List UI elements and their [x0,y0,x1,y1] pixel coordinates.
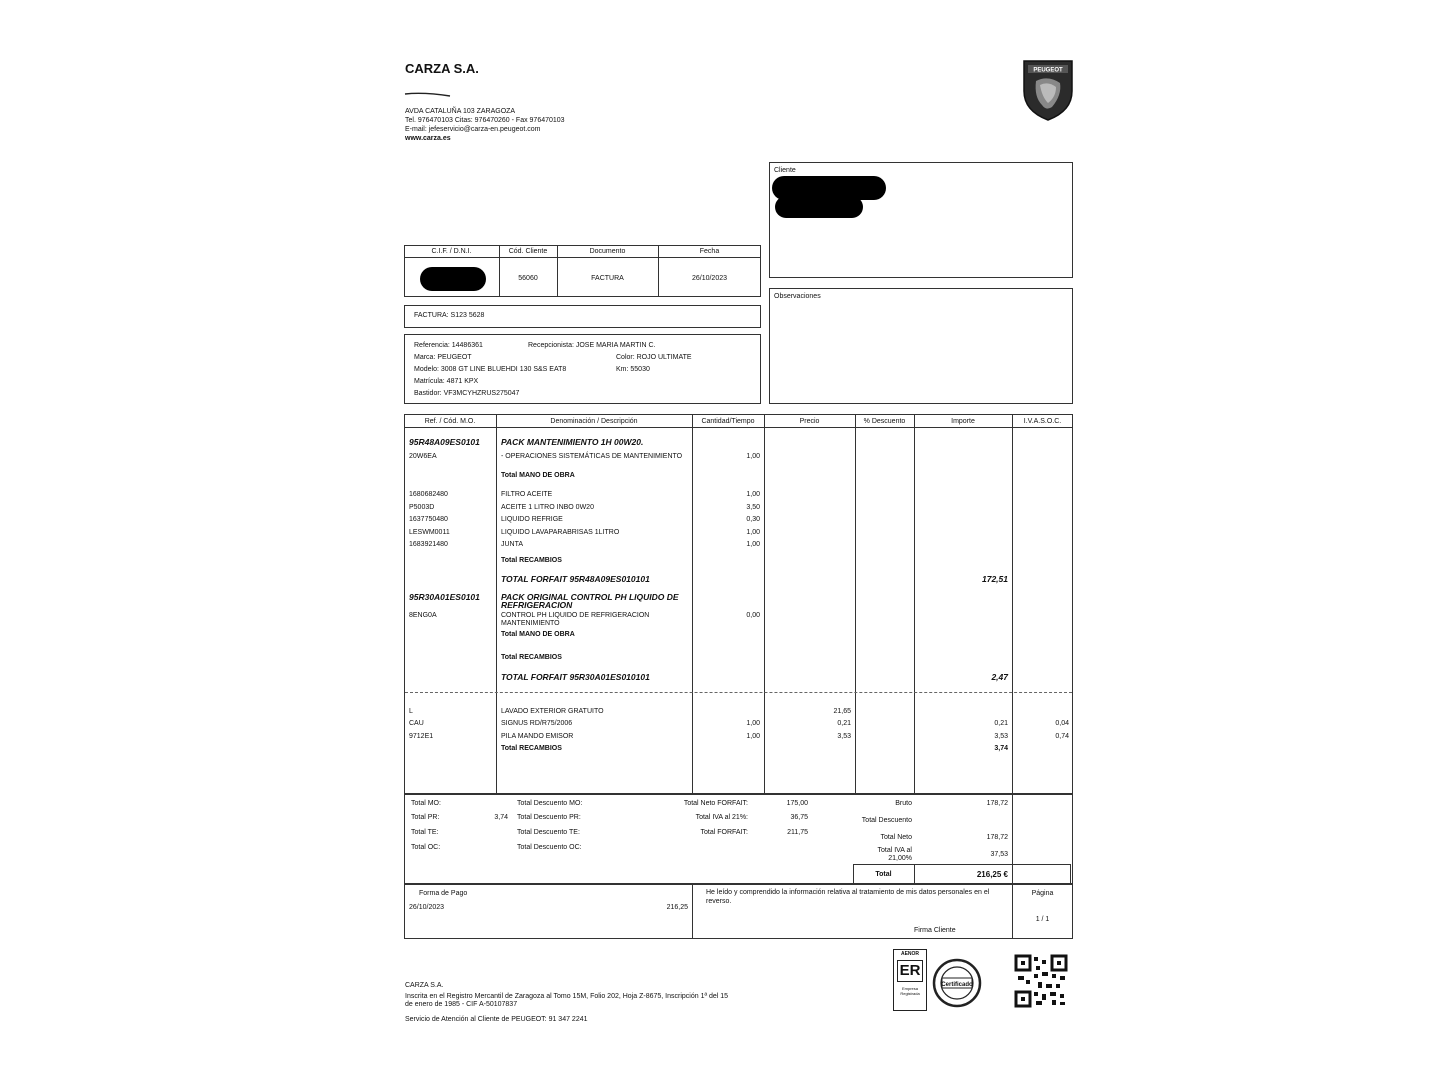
cell-desc: JUNTA [501,541,524,548]
invoice-number: FACTURA: S123 5628 [414,312,485,319]
cell-amount: 2,47 [991,672,1008,682]
company-email: E-mail: jefeservicio@carza-en.peugeot.com [405,126,541,133]
cell-iva: 0,74 [1055,733,1069,740]
client-label: Cliente [774,167,796,174]
cell-qty: 3,50 [746,504,760,511]
cell-ref: CAU [409,720,424,727]
cell-desc: - OPERACIONES SISTEMÁTICAS DE MANTENIMIENTO [501,453,683,460]
bruto-label: Bruto [895,800,912,807]
observations-label: Observaciones [774,293,821,300]
total-descuento-label: Total Descuento [861,817,912,824]
vehicle-plate: Matrícula: 4871 KPX [414,378,479,385]
cell-desc: ACEITE 1 LITRO INBO 0W20 [501,504,594,511]
customer-service: Servicio de Atención al Cliente de PEUGEOT: 91 347 2241 [405,1016,588,1023]
cell-amount: 3,53 [994,733,1008,740]
cell-desc: PACK MANTENIMIENTO 1H 00W20. [501,437,644,447]
cell-qty: 1,00 [746,453,760,460]
cell-desc: CONTROL PH LIQUIDO DE REFRIGERACION MANTENIMIENTO [501,612,650,627]
cell-price: 3,53 [837,733,851,740]
total-forfait-value: 211,75 [787,829,808,836]
cell-ref: 20W6EA [409,453,437,460]
peugeot-logo [1018,57,1078,123]
id-header-client-code: Cód. Cliente [508,248,548,255]
id-header-document: Documento [589,248,626,255]
cell-desc: Total RECAMBIOS [501,557,562,564]
id-header-date: Fecha [699,248,720,255]
cell-ref: 1637750480 [409,516,448,523]
cell-qty: 0,00 [746,612,760,619]
er-mark: ER [897,960,923,982]
signature-mark [404,90,454,100]
company-phones: Tel. 976470103 Citas: 976470260 - Fax 976470103 [405,117,565,124]
cell-qty: 1,00 [746,733,760,740]
cell-desc: TOTAL FORFAIT 95R48A09ES010101 [501,574,650,584]
cell-desc: Total RECAMBIOS [501,745,562,752]
total-iva-forfait-value: 36,75 [790,814,808,821]
page-value: 1 / 1 [1035,916,1050,923]
payment-label: Forma de Pago [419,890,468,897]
page-label: Página [1031,890,1054,897]
vehicle-brand: Marca: PEUGEOT [414,354,472,361]
bruto-value: 178,72 [986,800,1008,807]
cell-amount: 3,74 [994,745,1008,752]
qr-code [1014,954,1068,1008]
company-name: CARZA S.A. [405,61,479,76]
cell-iva: 0,04 [1055,720,1069,727]
er-sub: Empresa Registrada [900,986,920,996]
cell-qty: 1,00 [746,491,760,498]
payment-amount: 216,25 [666,904,688,911]
total-iva-value: 37,53 [990,851,1008,858]
cell-desc: FILTRO ACEITE [501,491,553,498]
certification-seal [932,958,982,1008]
col-header-ref: Ref. / Cód. M.O. [424,418,476,425]
total-neto-forfait-value: 175,00 [786,800,808,807]
col-header-iva: I.V.A.S.O.C. [1023,418,1062,425]
cell-desc: SIGNUS RD/R75/2006 [501,720,573,727]
redacted-cif [420,267,486,291]
privacy-notice: He leído y comprendido la información relativa al tratamiento de mis datos personales en el reverso. [706,889,990,905]
document-value: FACTURA [591,275,624,282]
cell-desc: Total MANO DE OBRA [501,472,575,479]
cell-qty: 0,30 [746,516,760,523]
total-neto-label: Total Neto [880,834,912,841]
total-desc-mo: Total Descuento MO: [517,800,583,807]
payment-date: 26/10/2023 [409,904,445,911]
total-desc-pr: Total Descuento PR: [517,814,581,821]
observations-box [769,288,1073,404]
grand-total-value: 216,25 € [976,870,1008,879]
cell-ref: P5003D [409,504,435,511]
cell-desc: PACK ORIGINAL CONTROL PH LIQUIDO DE REFRIGERACION [501,592,679,610]
cell-ref: 95R30A01ES0101 [409,592,480,602]
cell-desc: LAVADO EXTERIOR GRATUITO [501,708,604,715]
seal-text: Certificado [941,982,973,988]
section-divider [405,692,1072,693]
cell-qty: 1,00 [746,529,760,536]
total-neto-forfait-label: Total Neto FORFAIT: [683,800,748,807]
client-signature-label: Firma Cliente [914,927,956,934]
cell-qty: 1,00 [746,541,760,548]
total-iva-forfait-label: Total IVA al 21%: [695,814,748,821]
total-oc-label: Total OC: [411,844,441,851]
legal-register: Inscrita en el Registro Mercantil de Zaragoza al Tomo 15M, Folio 202, Hoja Z-8675, Inscripción 1ª del 15 [405,993,729,1000]
vehicle-reference: Referencia: 14486361 [414,342,483,349]
cell-desc: LIQUIDO REFRIGE [501,516,563,523]
vehicle-receptionist: Recepcionista: JOSE MARIA MARTIN C. [528,342,656,349]
cell-qty: 1,00 [746,720,760,727]
redacted-client-address [775,196,863,218]
legal-register-cont: de enero de 1985 - CIF A-50107837 [405,1001,518,1008]
id-header-cif: C.I.F. / D.N.I. [431,248,472,255]
grand-total-label: Total [875,871,892,878]
total-iva-label: Total IVA al 21,00% [877,847,912,862]
cell-price: 21,65 [833,708,851,715]
peugeot-logo-text: PEUGEOT [1033,67,1063,74]
cell-price: 0,21 [837,720,851,727]
cell-desc: PILA MANDO EMISOR [501,733,574,740]
cell-desc: Total MANO DE OBRA [501,631,575,638]
cell-ref: 8ENG0A [409,612,437,619]
col-header-price: Precio [799,418,820,425]
vehicle-color: Color: ROJO ULTIMATE [616,354,692,361]
cell-desc: TOTAL FORFAIT 95R30A01ES010101 [501,672,650,682]
company-web: www.carza.es [405,135,451,142]
col-header-amount: Importe [951,418,975,425]
cell-ref: 95R48A09ES0101 [409,437,480,447]
cell-desc: LIQUIDO LAVAPARABRISAS 1LITRO [501,529,620,536]
total-te-label: Total TE: [411,829,439,836]
col-header-qty: Cantidad/Tiempo [701,418,755,425]
total-pr-label: Total PR: [411,814,440,821]
invoice-number-box [404,305,761,328]
total-desc-oc: Total Descuento OC: [517,844,582,851]
total-mo-label: Total MO: [411,800,441,807]
total-desc-te: Total Descuento TE: [517,829,580,836]
vehicle-model: Modelo: 3008 GT LINE BLUEHDI 130 S&S EAT8 [414,366,567,373]
cell-amount: 0,21 [994,720,1008,727]
col-header-desc: Denominación / Descripción [550,418,638,425]
vehicle-box [404,334,761,404]
total-neto-value: 178,72 [986,834,1008,841]
aenor-er-badge [893,949,927,1011]
client-code-value: 56060 [518,275,538,282]
cell-desc: Total RECAMBIOS [501,654,562,661]
col-header-discount: % Descuento [863,418,906,425]
company-address: AVDA CATALUÑA 103 ZARAGOZA [405,108,516,115]
cell-amount: 172,51 [982,574,1008,584]
total-pr-value: 3,74 [494,814,508,821]
legal-company: CARZA S.A. [405,982,444,989]
vehicle-chassis: Bastidor: VF3MCYHZRUS275047 [414,390,520,397]
cell-ref: 1680682480 [409,491,448,498]
date-value: 26/10/2023 [691,275,728,282]
aenor-label: AENOR [900,951,920,957]
total-forfait-label: Total FORFAIT: [700,829,748,836]
cell-ref: L [409,708,413,715]
vehicle-km: Km: 55030 [616,366,650,373]
cell-ref: 9712E1 [409,733,434,740]
cell-ref: LESWM0011 [409,529,450,536]
cell-ref: 1683921480 [409,541,448,548]
